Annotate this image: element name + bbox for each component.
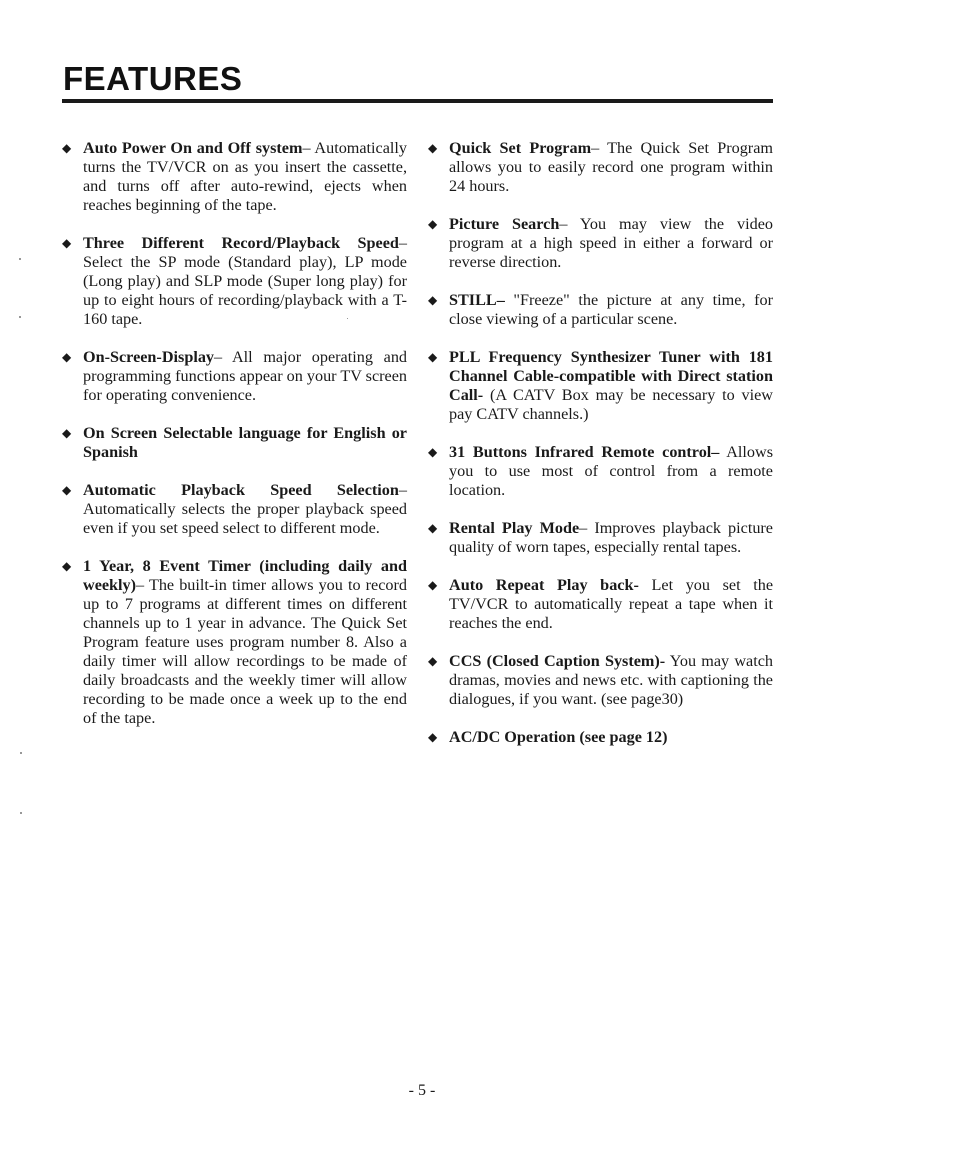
diamond-bullet-icon: ◆ [428,141,438,155]
diamond-bullet-icon: ◆ [62,350,72,364]
feature-item: ◆ Auto Power On and Off system– Automatically turns the TV/VCR on as you insert the cassette, and turns off after auto-rewind, ejects when reaches beginning of the tape. [62,139,408,214]
diamond-bullet-icon: ◆ [428,521,438,535]
diamond-bullet-icon: ◆ [62,426,72,440]
diamond-bullet-icon: ◆ [62,559,72,573]
feature-item [428,443,773,500]
diamond-bullet-icon: ◆ [428,654,438,668]
feature-item: ◆ Quick Set Program– The Quick Set Program allows you to easily record one program within 24 hours. [428,139,773,195]
title-rule [62,99,773,103]
feature-description: (A CATV Box may be necessary to view pay CATV channels.) [449,386,773,423]
feature-description: Improves playback picture quality of worn tapes, especially rental tapes. [449,519,773,556]
feature-item: ◆ Three Different Record/Playback Speed– Select the SP mode (Standard play), LP mode (Long play) and SLP mode (Super long play) for up to eight hours of recording/playback with a T-160 tape. [62,234,407,328]
feature-item [428,652,773,709]
feature-item [428,291,773,329]
feature-description: "Freeze" the picture at any time, for close viewing of a particular scene. [449,291,773,328]
diamond-bullet-icon: ◆ [428,730,438,744]
feature-item [62,424,407,462]
page-number: - 5 - [408,1082,436,1099]
feature-term: 31 Buttons Infrared Remote control– [449,443,720,461]
feature-item: ◆ 1 Year, 8 Event Timer (including daily and weekly)– The built-in timer allows you to record up to 7 programs at different times on different channels up to 1 year in advance. The Quick Set Program feature uses program number 8. Also a daily timer will allow recordings to be made of daily broadcasts and the weekly timer will allow recording to be made once a week up to the end of the tape. [62,557,407,727]
feature-term: STILL– [449,291,505,309]
feature-term: Picture Search [449,215,560,233]
feature-item: ◆ Picture Search– You may view the video program at a high speed in either a forward or reverse direction. [428,215,773,271]
right-feature-column [428,139,773,747]
feature-term: On Screen Selectable language for English or Spanish [83,424,407,461]
feature-term: Rental Play Mode [449,519,580,537]
feature-item: ◆ Automatic Playback Speed Selection– Automatically selects the proper playback speed even if you set speed select to different mode. [62,481,407,537]
feature-term: Automatic Playback Speed Selection [83,481,399,499]
feature-item: ◆ Rental Play Mode– Improves playback picture quality of worn tapes, especially rental tapes. [428,519,773,556]
scan-speck [19,258,21,260]
feature-description: Allows you to use most of control from a remote location. [449,443,773,499]
feature-description: Automatically turns the TV/VCR on as you insert the cassette, and turns off after auto-rewind, ejects when reaches beginning of the tape. [83,139,408,214]
feature-description: You may watch dramas, movies and news etc. with captioning the dialogues, if you want. (see page30) [449,652,773,708]
feature-term: Quick Set Program [449,139,592,157]
scan-speck [20,812,22,814]
feature-description: You may view the video program at a high speed in either a forward or reverse direction. [449,215,773,271]
diamond-bullet-icon: ◆ [62,141,72,155]
scan-speck [20,752,22,754]
feature-description: Select the SP mode (Standard play), LP mode (Long play) and SLP mode (Super long play) for up to eight hours of recording/playback with a T-160 tape. [83,253,407,328]
scan-speck [19,316,21,318]
diamond-bullet-icon: ◆ [428,293,438,307]
feature-term: Auto Power On and Off system [83,139,303,157]
feature-term: Auto Repeat Play back- [449,576,639,594]
left-feature-column [62,139,407,728]
diamond-bullet-icon: ◆ [428,217,438,231]
diamond-bullet-icon: ◆ [428,350,438,364]
page-title: FEATURES [63,60,243,97]
diamond-bullet-icon: ◆ [62,236,72,250]
feature-term: 1 Year, 8 Event Timer (including daily and weekly) [83,557,407,594]
feature-description: Automatically selects the proper playback speed even if you set speed select to different mode. [83,500,407,537]
feature-term: CCS (Closed Caption System)- [449,652,666,670]
feature-term: On-Screen-Display [83,348,215,366]
feature-description: Let you set the TV/VCR to automatically repeat a tape when it reaches the end. [449,576,774,632]
diamond-bullet-icon: ◆ [62,483,72,497]
diamond-bullet-icon: ◆ [428,445,438,459]
feature-term: AC/DC Operation (see page 12) [449,728,668,746]
feature-item [428,576,773,633]
feature-term: Three Different Record/Playback Speed [83,234,399,252]
feature-description: The Quick Set Program allows you to easily record one program within 24 hours. [449,139,773,195]
feature-description: All major operating and programming functions appear on your TV screen for operating convenience. [83,348,408,404]
feature-description: The built-in timer allows you to record up to 7 programs at different times on different channels up to 1 year in advance. The Quick Set Program feature uses program number 8. Also a daily timer will allow recordings to be made of daily broadcasts and the weekly timer will allow recording to be made once a week up to the end of the tape. [83,576,407,727]
diamond-bullet-icon: ◆ [428,578,438,592]
feature-item [428,728,773,747]
feature-term: PLL Frequency Synthesizer Tuner with 181 Channel Cable-compatible with Direct station Call- [449,348,773,404]
feature-item: ◆ On-Screen-Display– All major operating and programming functions appear on your TV screen for operating convenience. [62,348,408,404]
feature-item [428,348,773,424]
